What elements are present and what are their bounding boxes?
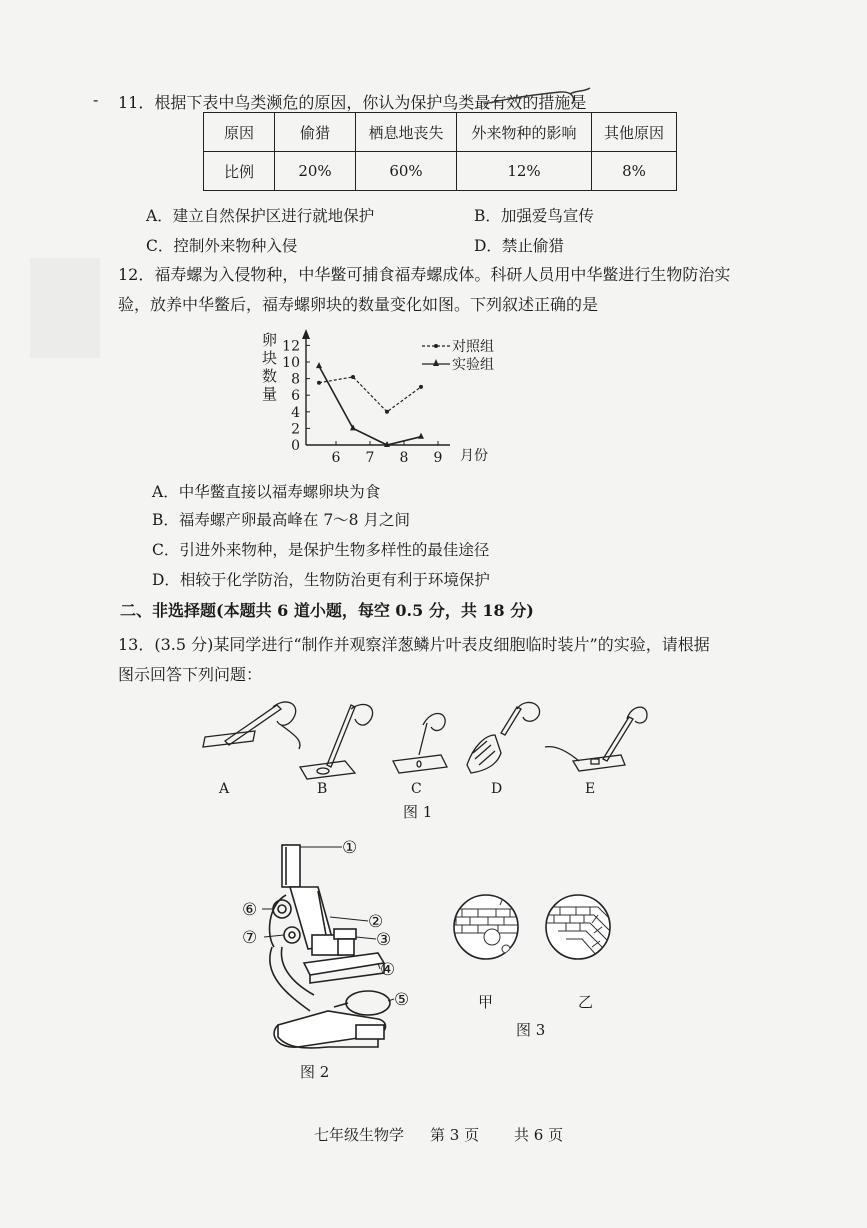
x-tick-label: 7 <box>365 450 375 466</box>
step-d-illustration <box>467 702 540 773</box>
table-cell: 外来物种的影响 <box>457 113 592 152</box>
q11-option-d: D．禁止偷猎 <box>474 237 564 255</box>
figure-3-views <box>448 885 648 1045</box>
x-tick-label: 6 <box>331 450 341 466</box>
footer-total: 共 6 页 <box>514 1126 564 1144</box>
figure-2-microscope <box>238 835 418 1085</box>
y-tick-label: 12 <box>282 338 300 355</box>
x-tick-label: 8 <box>399 450 409 466</box>
view-jia <box>448 891 528 959</box>
part-label-2: ② <box>368 912 384 932</box>
figure-1 <box>195 695 665 825</box>
margin-mark: - <box>93 90 99 109</box>
table-cell: 12% <box>457 152 592 191</box>
q12-option-c: C．引进外来物种，是保护生物多样性的最佳途径 <box>152 541 490 559</box>
control-data-point <box>351 375 355 379</box>
x-axis-label: 月份 <box>460 448 488 464</box>
table-row <box>204 113 677 152</box>
x-tick-label: 9 <box>433 450 443 466</box>
experiment-data-point <box>418 433 424 439</box>
legend-label: 对照组 <box>452 339 494 355</box>
y-label-char: 数 <box>262 367 278 385</box>
step-a-illustration <box>203 702 300 749</box>
fig1-label-c: C <box>411 781 422 797</box>
q13-stem-line1: 13．(3.5 分)某同学进行“制作并观察洋葱鳞片叶表皮细胞临时装片”的实验，请根据 <box>118 635 710 654</box>
footer-subject: 七年级生物学 <box>314 1126 405 1144</box>
q12-option-b: B．福寿螺产卵最高峰在 7～8 月之间 <box>152 511 410 529</box>
fig1-label-a: A <box>219 781 230 797</box>
q11-option-a: A．建立自然保护区进行就地保护 <box>146 207 375 225</box>
legend-label: 实验组 <box>452 357 494 373</box>
scan-shadow <box>30 258 100 358</box>
table-cell: 其他原因 <box>592 113 677 152</box>
table-cell: 20% <box>275 152 356 191</box>
fig3-caption: 图 3 <box>516 1021 546 1039</box>
q12-option-d: D．相较于化学防治，生物防治更有利于环境保护 <box>152 571 490 589</box>
footer-page: 第 3 页 <box>430 1126 480 1144</box>
q11-option-c: C．控制外来物种入侵 <box>146 237 298 255</box>
y-tick-label: 8 <box>291 371 300 388</box>
step-b-illustration <box>300 704 373 779</box>
table-cell: 偷猎 <box>275 113 356 152</box>
table-cell: 60% <box>356 152 457 191</box>
q11-stem: 11．根据下表中鸟类濒危的原因，你认为保护鸟类最有效的措施是 <box>118 93 587 112</box>
table-cell: 8% <box>592 152 677 191</box>
table-row <box>204 152 677 191</box>
y-tick-label: 10 <box>282 355 300 371</box>
part-label-3: ③ <box>376 930 392 950</box>
fig1-label-d: D <box>491 781 503 797</box>
pen-mark-icon <box>480 86 600 110</box>
fig1-caption: 图 1 <box>403 803 433 821</box>
view-label-yi: 乙 <box>578 993 594 1011</box>
q13-stem-line2: 图示回答下列问题： <box>118 665 263 684</box>
table-cell: 栖息地丧失 <box>356 113 457 152</box>
experiment-data-point <box>316 362 322 368</box>
fig1-label-e: E <box>585 781 596 797</box>
step-c-illustration <box>393 714 447 774</box>
part-label-6: ⑥ <box>242 900 258 920</box>
part-label-5: ⑤ <box>394 990 410 1010</box>
experiment-series-line <box>319 366 421 445</box>
table-cell: 比例 <box>204 152 275 191</box>
y-tick-label: 4 <box>291 404 300 421</box>
y-label-char: 卵 <box>262 331 278 349</box>
section-title: 二、非选择题(本题共 6 道小题，每空 0.5 分，共 18 分) <box>120 601 534 620</box>
fig2-caption: 图 2 <box>300 1063 330 1081</box>
q12-option-a: A．中华鳖直接以福寿螺卵块为食 <box>152 483 381 501</box>
q11-option-b: B．加强爱鸟宣传 <box>474 207 594 225</box>
y-label-char: 块 <box>262 349 278 367</box>
cause-table <box>203 112 677 191</box>
control-data-point <box>419 385 423 389</box>
view-label-jia: 甲 <box>478 993 494 1011</box>
q12-stem-line2: 验，放养中华鳖后，福寿螺卵块的数量变化如图。下列叙述正确的是 <box>118 295 599 314</box>
step-e-illustration <box>545 707 647 771</box>
part-label-4: ④ <box>380 960 396 980</box>
q12-stem-line1: 12．福寿螺为入侵物种，中华鳖可捕食福寿螺成体。科研人员用中华鳖进行生物防治实 <box>118 265 731 284</box>
y-tick-label: 6 <box>291 388 300 405</box>
view-yi <box>546 895 610 959</box>
y-axis-arrow-icon <box>302 329 310 339</box>
control-data-point <box>317 381 321 385</box>
y-tick-label: 2 <box>291 421 300 438</box>
part-label-1: ① <box>342 838 358 858</box>
y-label-char: 量 <box>262 385 278 403</box>
control-data-point <box>385 410 389 414</box>
legend-marker <box>433 359 439 366</box>
fig1-label-b: B <box>317 781 328 797</box>
y-axis-label <box>262 331 277 403</box>
egg-mass-chart <box>250 325 510 470</box>
microscope-drawing <box>270 845 390 1048</box>
table-cell: 原因 <box>204 113 275 152</box>
legend-marker <box>434 344 438 348</box>
y-tick-label: 0 <box>291 438 300 454</box>
part-label-7: ⑦ <box>242 928 258 948</box>
